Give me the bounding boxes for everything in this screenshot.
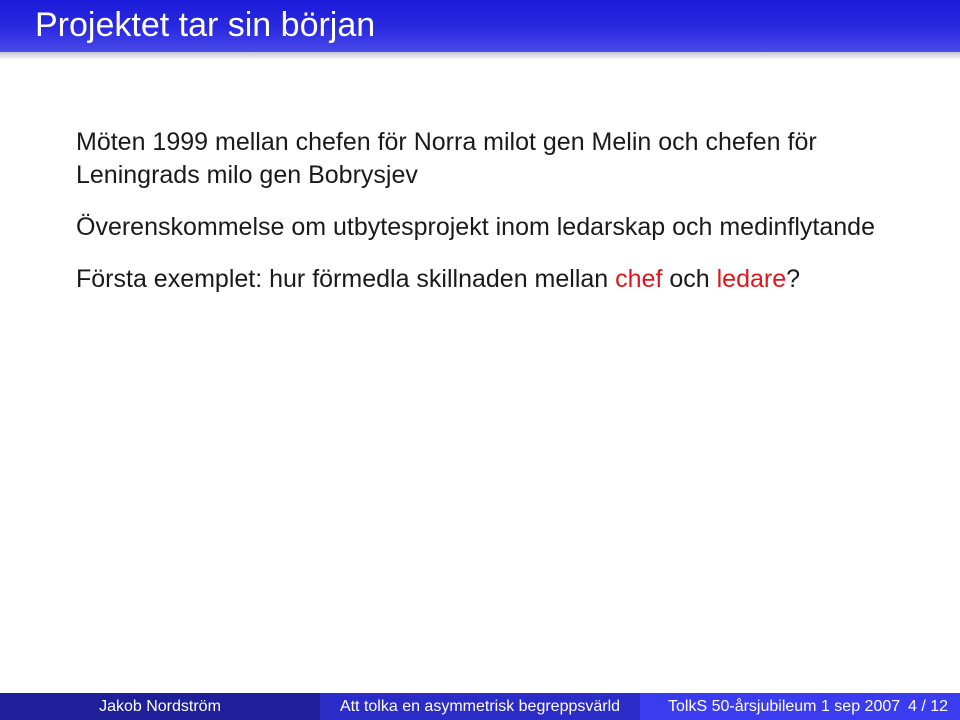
content-paragraph-3: [76, 263, 906, 296]
content-paragraph-1: Möten 1999 mellan chefen för Norra milot gen Melin och chefen för Leningrads milo gen Bobrysjev: [76, 128, 817, 189]
footer-event-section: [640, 693, 960, 720]
slide-footer: [0, 693, 960, 720]
paragraph-3-text-after: ?: [786, 265, 801, 293]
slide-content: [76, 126, 906, 315]
footer-page-number: 4 / 12: [907, 698, 948, 715]
slide-title-bar: [0, 0, 960, 52]
paragraph-3-text-between: och: [662, 265, 717, 293]
footer-event: TolkS 50-årsjubileum 1 sep 2007: [668, 698, 901, 715]
footer-talk-title: Att tolka en asymmetrisk begreppsvärld: [320, 693, 640, 720]
content-paragraph-2: Överenskommelse om utbytesprojekt inom ledarskap och medinflytande: [76, 213, 875, 241]
slide-title: Projektet tar sin början: [35, 6, 376, 44]
paragraph-3-text-before: Första exemplet: hur förmedla skillnaden mellan: [76, 265, 616, 293]
title-bar-shadow: [0, 52, 960, 60]
footer-author: Jakob Nordström: [0, 693, 320, 720]
highlight-chef: chef: [615, 265, 663, 293]
highlight-ledare: ledare: [716, 265, 787, 293]
